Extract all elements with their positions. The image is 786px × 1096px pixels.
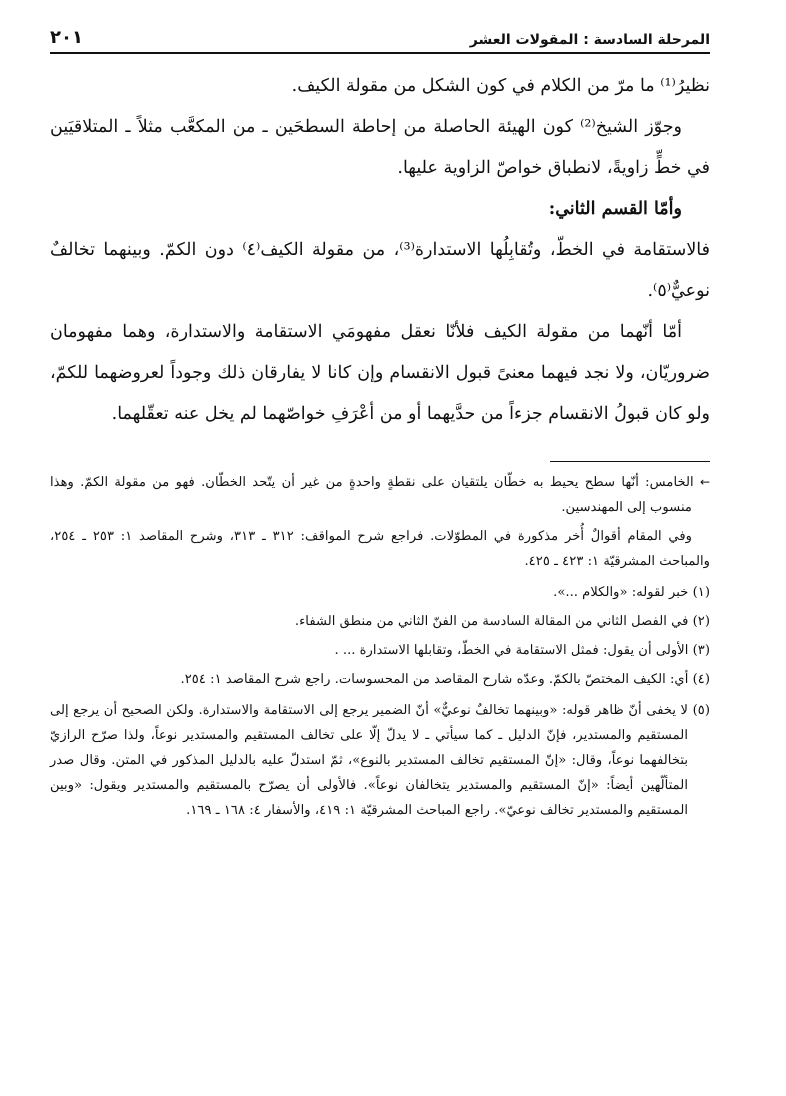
- running-header: [50, 22, 710, 48]
- book-page: [50, 22, 710, 829]
- footnote-5: (٥) لا يخفى أنّ ظاهر قوله: «وبينهما تخالفٌ نوعيٌّ» أنّ الضمير يرجع إلى الاستقامة والاستدارة. ولكن الصحيح أن يرجع إلى المستقيم والمستدير، فإنّ الدليل ـ كما سيأتي ـ لا يدلّ إلّا على تخالف المستقيم والمستدير نوعاً، ولذا صرّح الرازيّ بتخالفهما نوعاً، وقال: «إنّ المستقيم تخالف المستدير بالنوع»، ثمّ استدلّ عليه بالدليل المذكور في المتن. وقال صدر المتألّهين أيضاً: «إنّ المستقيم والمستدير يتخالفان نوعاً». فالأولى أن يصرّح بالمستقيم والمستدير ويقول: «وبين المستقيم والمستدير تخالف نوعيّ». راجع المباحث المشرقيّة ١: ٤١٩، والأسفار ٤: ١٦٨ ـ ١٦٩.: [50, 703, 710, 818]
- footnotes: [50, 470, 710, 823]
- footnote-rule: [550, 461, 710, 462]
- footnote-continued: [50, 470, 710, 520]
- paragraph-1: نظيرُ⁽¹⁾ ما مرّ من الكلام في كون الشكل من مقولة الكيف.: [291, 76, 710, 96]
- footnote-1: (١) خبر لقوله: «والكلام ...».: [553, 585, 710, 600]
- running-title: المرحلة السادسة : المقولات العشر: [469, 32, 710, 48]
- section-heading: وأمّا القسم الثاني:: [548, 199, 682, 219]
- paragraph-2: وجوّز الشيخ⁽²⁾ كون الهيئة الحاصلة من إحاطة السطحَين ـ من المكعَّب مثلاً ـ المتلاقيَين في خطٍّ زاويةً، لانطباق خواصّ الزاوية عليها.: [50, 117, 710, 178]
- footnote-2: (٢) في الفصل الثاني من المقالة السادسة من الفنّ الثاني من منطق الشفاء.: [294, 614, 710, 629]
- header-rule: [50, 52, 710, 54]
- paragraph-4: فالاستقامة في الخطّ، وتُقابِلُها الاستدارة⁽³⁾، من مقولة الكيف⁽٤⁾ دون الكمّ. وبينهما تخالفٌ نوعيٌّ⁽٥⁾.: [50, 240, 710, 301]
- footnote-continued-text: الخامس: أنّها سطح يحيط به خطّان يلتقيان على نقطةٍ واحدةٍ من غير أن يتّحد الخطّان. فهو من مقولة الكمّ. وهذا منسوب إلى المهندسين.: [50, 475, 694, 515]
- main-text: [50, 66, 710, 435]
- footnote-4: (٤) أي: الكيف المختصّ بالكمّ. وعدّه شارح المقاصد من المحسوسات. راجع شرح المقاصد ١: ٢٥٤.: [180, 672, 710, 687]
- footnote-continued-2: وفي المقام أقوالٌ أُخر مذكورة في المطوّلات. فراجع شرح المواقف: ٣١٢ ـ ٣١٣، وشرح المقاصد ١: ٢٥٣ ـ ٢٥٤، والمباحث المشرقيّة ١: ٤٢٣ ـ ٤٢٥.: [50, 529, 710, 569]
- footnote-3: (٣) الأولى أن يقول: فمثل الاستقامة في الخطّ، وتقابلها الاستدارة ... .: [334, 643, 710, 658]
- page-number: ٢٠١: [50, 27, 83, 48]
- paragraph-5: أمّا أنّهما من مقولة الكيف فلأنّا نعقل مفهومَي الاستقامة والاستدارة، وهما مفهومان ضروريّان، ولا نجد فيهما معنىً قبول الانقسام وإن كانا لا يفارقان ذلك وجوداً لعروضهما للكمّ، ولو كان قبولُ الانقسام جزءاً من حدَّيهما أو من أعْرَفِ خواصّهما لم يخل عنه تعقّلهما.: [50, 322, 710, 424]
- continuation-arrow-icon: ←: [699, 475, 710, 489]
